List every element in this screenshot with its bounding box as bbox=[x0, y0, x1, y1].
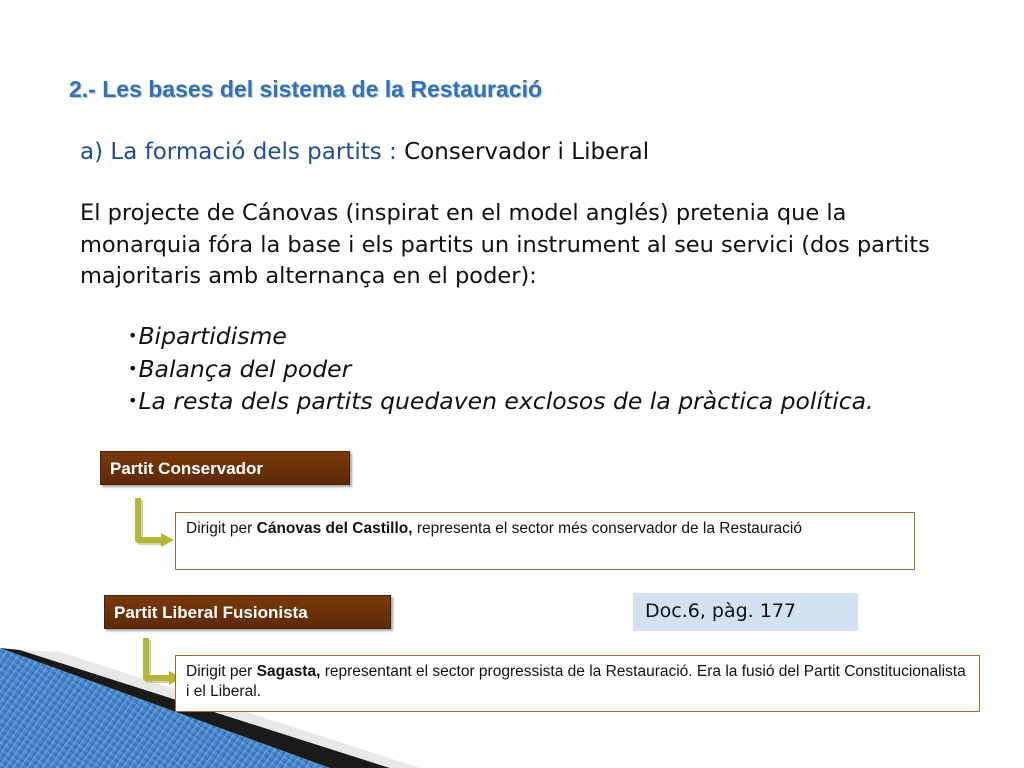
subtitle-label: a) La formació dels partits : bbox=[80, 139, 397, 165]
bullet-icon: • bbox=[128, 358, 138, 378]
desc-prefix: Dirigit per bbox=[186, 520, 257, 537]
bullet-list bbox=[128, 320, 874, 418]
desc-rest: representa el sector més conservador de la Restauració bbox=[412, 520, 802, 537]
liberal-description bbox=[175, 655, 980, 712]
bullet-item bbox=[128, 353, 874, 386]
bullet-item bbox=[128, 385, 874, 418]
bullet-icon: • bbox=[128, 391, 138, 410]
subtitle-value: Conservador i Liberal bbox=[404, 139, 650, 165]
bullet-text: Bipartidisme bbox=[138, 322, 287, 350]
partit-liberal-label: Partit Liberal Fusionista bbox=[104, 595, 391, 629]
slide-title: 2.- Les bases del sistema de la Restauració bbox=[69, 76, 543, 102]
desc-leader: Sagasta, bbox=[256, 663, 321, 680]
desc-rest: representant el sector progressista de la Restauració. Era la fusió del Partit Constitucionalista i el Liberal. bbox=[186, 663, 966, 700]
bullet-icon: • bbox=[128, 326, 138, 345]
intro-paragraph: El projecte de Cánovas (inspirat en el model anglés) pretenia que la monarquia fóra la base i els partits un instrument al seu servici (dos partits majoritaris amb alternança en el poder): bbox=[80, 200, 930, 289]
bullet-text: Balança del poder bbox=[138, 354, 352, 383]
doc-reference: Doc.6, pàg. 177 bbox=[633, 593, 858, 631]
partit-conservador-label: Partit Conservador bbox=[100, 451, 350, 485]
desc-prefix: Dirigit per bbox=[186, 663, 257, 680]
conservador-description bbox=[175, 512, 915, 570]
section-subtitle bbox=[80, 139, 649, 165]
elbow-arrow-icon bbox=[128, 492, 176, 552]
desc-leader: Cánovas del Castillo, bbox=[256, 520, 413, 537]
bullet-text: La resta dels partits quedaven exclosos de la pràctica política. bbox=[138, 387, 874, 415]
bullet-item bbox=[128, 320, 874, 353]
